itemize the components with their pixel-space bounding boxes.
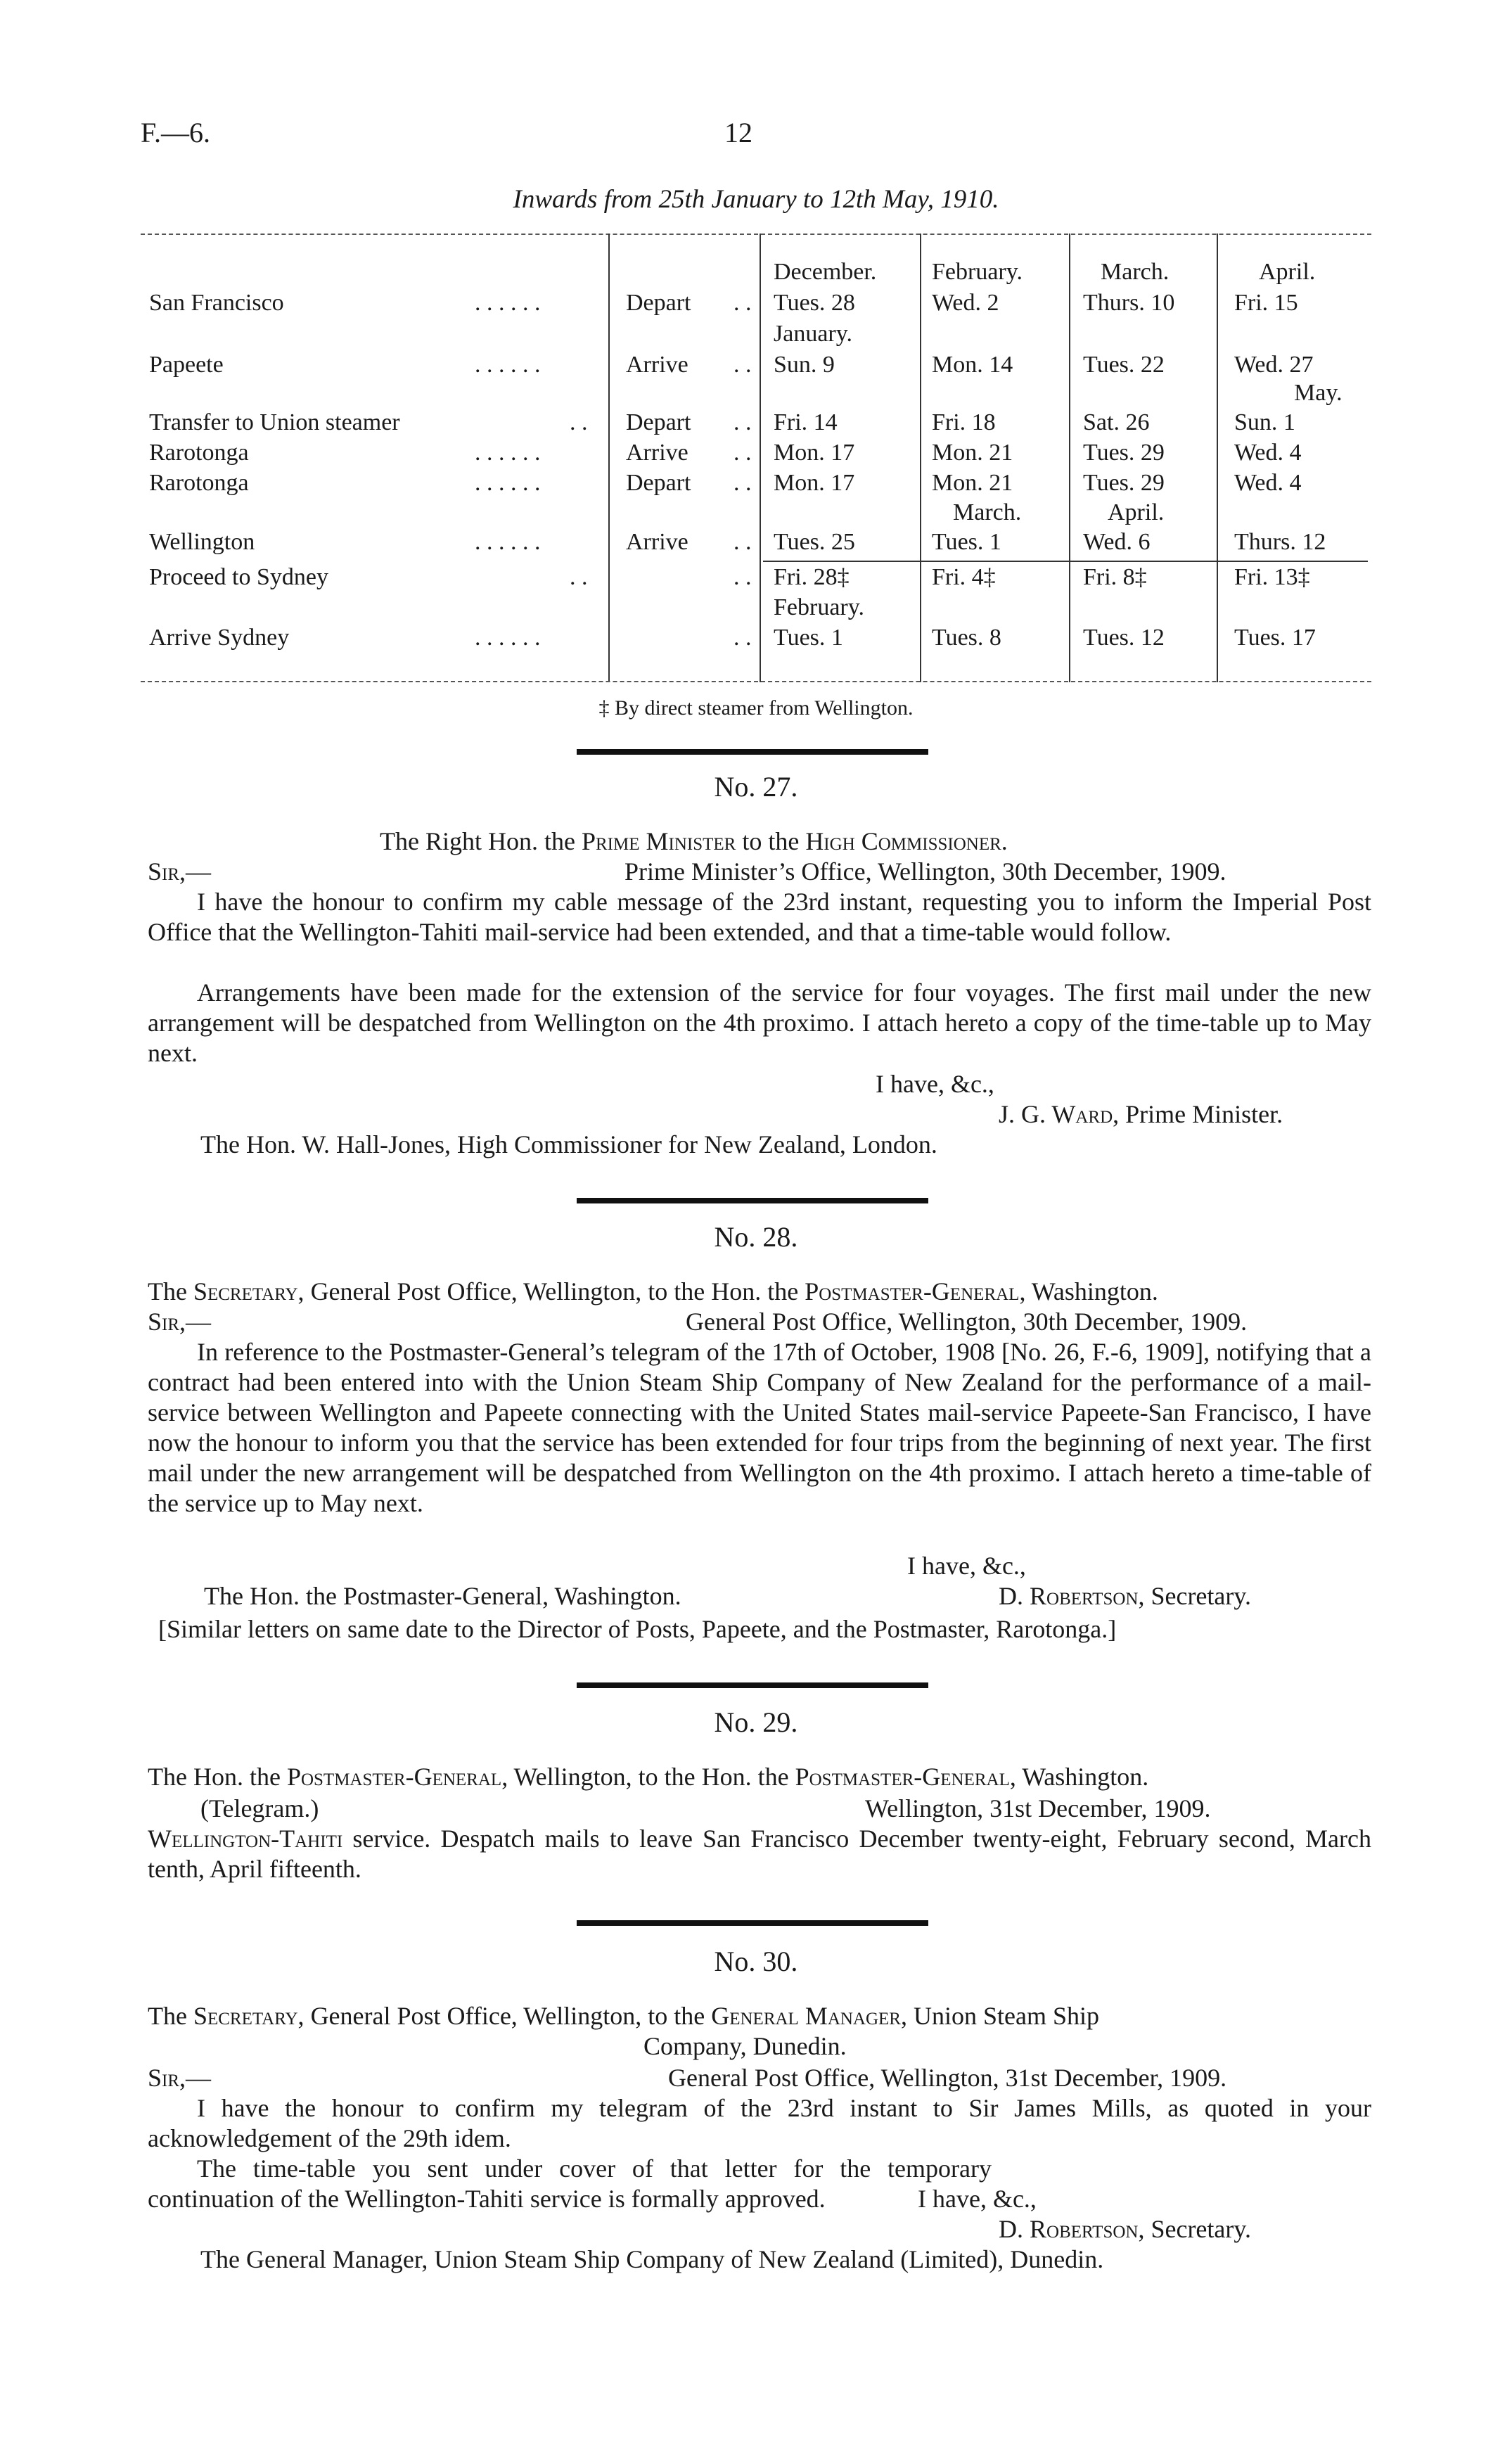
table-cell: Thurs. 10 [1083,290,1175,316]
table-footnote: ‡ By direct steamer from Wellington. [598,696,914,720]
table-cell: Tues. 1 [932,529,1001,555]
table-divider [760,234,761,682]
addressee: The Hon. the Postmaster-General, Washington. [204,1582,681,1610]
telegram-label: (Telegram.) [200,1794,319,1822]
row-rule [763,561,1368,562]
section-heading: No. 28. [714,1221,798,1253]
signature: J. G. Ward, Prime Minister. [999,1100,1283,1128]
table-cell: Wed. 2 [932,290,999,316]
addressee: The Hon. W. Hall-Jones, High Commissioner for New Zealand, London. [200,1130,937,1158]
row-place: Rarotonga [149,470,249,496]
month-header: March. [1101,259,1170,285]
table-cell: Fri. 4‡ [932,564,996,590]
table-cell: Wed. 27 [1234,352,1314,378]
closing: I have, &c., [907,1552,1026,1580]
table-cell: Wed. 6 [1083,529,1151,555]
table-title: Inwards from 25th January to 12th May, 1910. [513,185,999,214]
dateline: Prime Minister’s Office, Wellington, 30th December, 1909. [624,857,1226,886]
row-place: Papeete [149,352,224,378]
table-cell: Sun. 1 [1234,409,1295,435]
row-action: Arrive [626,440,688,466]
table-cell: Tues. 29 [1083,440,1165,466]
month-break: February. [774,594,865,620]
salutation: Sir,— [148,1308,212,1336]
table-top-rule [141,234,1371,235]
row-place: San Francisco [149,290,284,316]
row-action: Arrive [626,529,688,555]
row-action: Depart [626,470,691,496]
dateline: General Post Office, Wellington, 30th December, 1909. [686,1308,1248,1336]
section-rule [577,749,928,755]
table-bottom-rule [141,681,1371,682]
table-cell: Wed. 4 [1234,440,1302,466]
month-header: December. [774,259,877,285]
table-cell: Fri. 8‡ [1083,564,1147,590]
table-cell: Fri. 14 [774,409,838,435]
section-rule [577,1920,928,1926]
table-cell: Tues. 12 [1083,625,1165,651]
paragraph: Arrangements have been made for the extension of the service for four voyages. The first mail under the new arrangement will be despatched from Wellington on the 4th proximo. I attach hereto a copy of the time-table up to May next. [148,978,1371,1067]
note: [Similar letters on same date to the Director of Posts, Papeete, and the Postmaster, Rarotonga.] [158,1615,1117,1643]
row-place: Proceed to Sydney [149,564,328,590]
row-action: Arrive [626,352,688,378]
table-cell: Mon. 21 [932,470,1013,496]
table-cell: Wed. 4 [1234,470,1302,496]
table-cell: Tues. 25 [774,529,855,555]
signature: D. Robertson, Secretary. [999,1582,1252,1610]
document-reference: F.—6. [141,117,211,148]
letter-title: The Secretary, General Post Office, Wellington, to the Hon. the Postmaster-General, Washington. [148,1277,1158,1305]
month-header: April. [1259,259,1316,285]
table-cell: Mon. 17 [774,470,855,496]
row-action: Depart [626,409,691,435]
table-divider [1069,234,1070,682]
month-header: February. [932,259,1023,285]
section-rule [577,1682,928,1688]
table-cell: Mon. 17 [774,440,855,466]
row-place: Arrive Sydney [149,625,290,651]
table-divider [920,234,921,682]
row-place: Rarotonga [149,440,249,466]
paragraph: I have the honour to confirm my telegram of the 23rd instant to Sir James Mills, as quoted in your acknowledgement of the 29th idem. [148,2094,1371,2152]
table-cell: Tues. 1 [774,625,843,651]
paragraph: The time-table you sent under cover of that letter for the temporary continuation of the Wellington-Tahiti service is formally approved. [148,2154,992,2213]
table-cell: Tues. 29 [1083,470,1165,496]
month-break: March. [953,499,1022,525]
table-cell: Mon. 21 [932,440,1013,466]
closing: I have, &c., [918,2185,1037,2213]
section-heading: No. 27. [714,771,798,803]
table-cell: Tues. 17 [1234,625,1316,651]
signature: D. Robertson, Secretary. [999,2215,1252,2243]
paragraph: I have the honour to confirm my cable message of the 23rd instant, requesting you to inform the Imperial Post Office that the Wellington-Tahiti mail-service had been extended, and that a time-table would follow. [148,888,1371,946]
table-divider [608,234,610,682]
section-heading: No. 30. [714,1946,798,1977]
dateline: Wellington, 31st December, 1909. [865,1794,1211,1822]
section-rule [577,1198,928,1203]
page-number: 12 [724,117,752,148]
table-cell: Thurs. 12 [1234,529,1326,555]
letter-title-cont: Company, Dunedin. [643,2032,847,2060]
row-place: Wellington [149,529,255,555]
table-cell: Sun. 9 [774,352,835,378]
table-cell: Fri. 18 [932,409,996,435]
closing: I have, &c., [876,1070,994,1098]
table-cell: Tues. 22 [1083,352,1165,378]
table-cell: Sat. 26 [1083,409,1150,435]
table-cell: Fri. 28‡ [774,564,850,590]
table-cell: Tues. 8 [932,625,1001,651]
section-heading: No. 29. [714,1706,798,1738]
month-break: January. [774,321,853,347]
letter-title: The Secretary, General Post Office, Wellington, to the General Manager, Union Steam Ship [148,2002,1100,2030]
row-place: Transfer to Union steamer [149,409,400,435]
paragraph: Wellington-Tahiti service. Despatch mails to leave San Francisco December twenty-eight, February second, March tenth, April fifteenth. [148,1825,1371,1883]
table-cell: Fri. 13‡ [1234,564,1310,590]
paragraph: In reference to the Postmaster-General’s telegram of the 17th of October, 1908 [No. 26, F.-6, 1909], notifying that a contract had been entered into with the Union Steam Ship Company of New Zealand for the performance of a mail-service between Wellington and Papeete connecting with the United States mail-service Papeete-San Francisco, I have now the honour to inform you that the service has been extended for four trips from the beginning of next year. The first mail under the new arrangement will be despatched from Wellington on the 4th proximo. I attach hereto a time-table of the service up to May next. [148,1338,1371,1517]
row-action: Depart [626,290,691,316]
table-cell: Tues. 28 [774,290,855,316]
table-cell: Mon. 14 [932,352,1013,378]
month-break: May. [1294,380,1343,406]
salutation: Sir,— [148,857,212,886]
table-cell: Fri. 15 [1234,290,1298,316]
letter-title: The Right Hon. the Prime Minister to the High Commissioner. [380,827,1008,855]
timetable: December. February. March. April. San Francisco . . . . . . Depart . . Tues. 28 Wed. 2 Thurs. 10 Fri. 15 January. Papeete . . . . . . Arrive . . Sun. 9 Mon. 14 Tues. 22 Wed. 27 May. Transfer to Union steamer . . Depart . . Fri. 14 Fri. 18 Sat. 26 Sun. 1 Rarotonga . . . . . . Arrive . . Mon. 17 Mon. 21 Tues. 29 Wed. 4 Rarotonga . . . . . . Depart . . Mon. 17 Mon. 21 Tues. 29 Wed. 4 March. April. Wellington . . . . . . Arrive . . Tues. 25 Tues. 1 Wed. 6 Thurs. 12 Proceed to Sydney . . . . Fri. 28‡ Fri. 4‡ Fri. 8‡ Fri. 13‡ February. Arrive Sydney . . . . . . . . Tues. 1 Tues. 8 Tues. 12 Tues. 17 [141,225,1371,682]
letter-title: The Hon. the Postmaster-General, Wellington, to the Hon. the Postmaster-General, Washington. [148,1763,1149,1791]
salutation: Sir,— [148,2064,212,2092]
month-break: April. [1108,499,1165,525]
table-divider [1217,234,1218,682]
addressee: The General Manager, Union Steam Ship Company of New Zealand (Limited), Dunedin. [200,2245,1104,2273]
dateline: General Post Office, Wellington, 31st December, 1909. [668,2064,1227,2092]
